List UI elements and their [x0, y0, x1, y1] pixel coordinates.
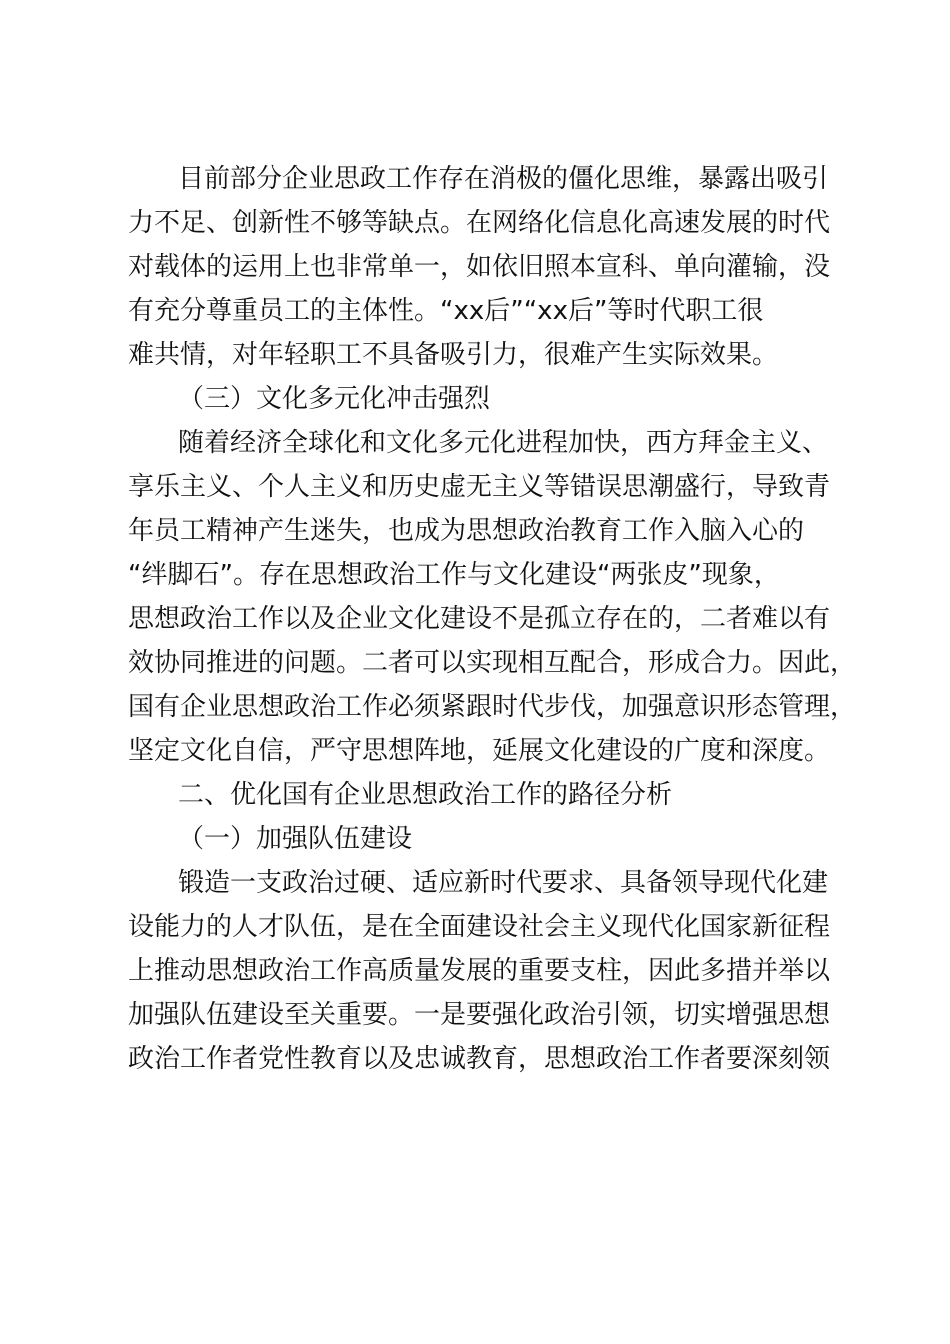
- paragraph-line: 锻造一支政治过硬、适应新时代要求、具备领导现代化建: [178, 868, 829, 898]
- paragraph-line: 政治工作者党性教育以及忠诚教育，思想政治工作者要深刻领: [128, 1044, 831, 1074]
- paragraph-line: 效协同推进的问题。二者可以实现相互配合，形成合力。因此，: [128, 648, 857, 678]
- paragraph-line: 有充分尊重员工的主体性。“xx后”“xx后”等时代职工很: [128, 296, 764, 326]
- paragraph-line: 享乐主义、个人主义和历史虚无主义等错误思潮盛行，导致青: [128, 472, 831, 502]
- subsection-heading: （一）加强队伍建设: [178, 824, 413, 854]
- paragraph-line: 坚定文化自信，严守思想阵地，延展文化建设的广度和深度。: [128, 736, 831, 766]
- paragraph-line: 难共情，对年轻职工不具备吸引力，很难产生实际效果。: [128, 340, 779, 370]
- section-heading: 二、优化国有企业思想政治工作的路径分析: [178, 780, 673, 810]
- section-heading: （三）文化多元化冲击强烈: [178, 384, 491, 414]
- paragraph-line: 年员工精神产生迷失，也成为思想政治教育工作入脑入心的: [128, 516, 805, 546]
- paragraph-line: 随着经济全球化和文化多元化进程加快，西方拜金主义、: [178, 428, 829, 458]
- paragraph-line: 加强队伍建设至关重要。一是要强化政治引领，切实增强思想: [128, 1000, 831, 1030]
- paragraph-line: 设能力的人才队伍，是在全面建设社会主义现代化国家新征程: [128, 912, 831, 942]
- paragraph-line: 力不足、创新性不够等缺点。在网络化信息化高速发展的时代: [128, 208, 831, 238]
- paragraph-line: 目前部分企业思政工作存在消极的僵化思维，暴露出吸引: [178, 164, 829, 194]
- paragraph-line: 思想政治工作以及企业文化建设不是孤立存在的，二者难以有: [128, 604, 831, 634]
- paragraph-line: 上推动思想政治工作高质量发展的重要支柱，因此多措并举以: [128, 956, 831, 986]
- paragraph-line: 国有企业思想政治工作必须紧跟时代步伐，加强意识形态管理，: [128, 692, 857, 722]
- paragraph-line: “绊脚石”。存在思想政治工作与文化建设“两张皮”现象，: [128, 560, 780, 590]
- paragraph-line: 对载体的运用上也非常单一，如依旧照本宣科、单向灌输，没: [128, 252, 831, 282]
